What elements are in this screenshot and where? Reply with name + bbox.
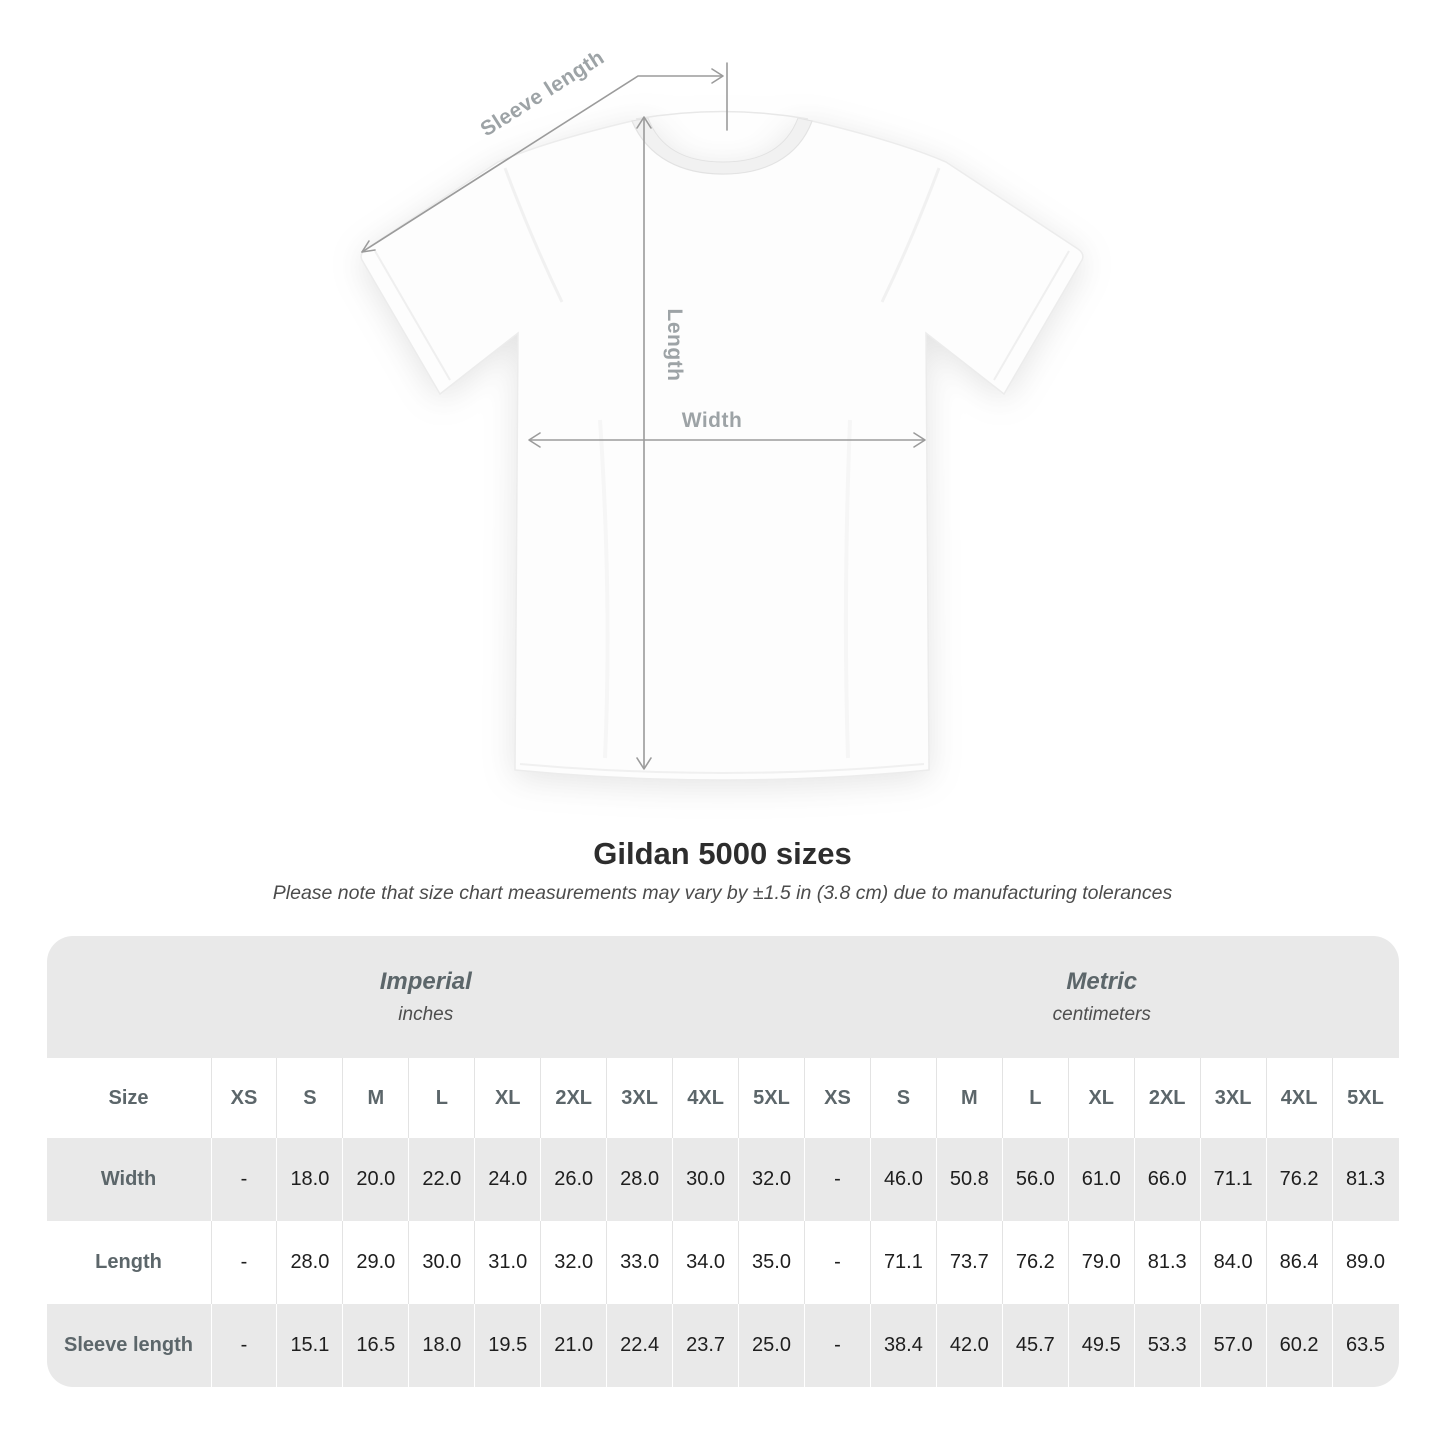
measurement-value: 56.0 — [1003, 1138, 1069, 1221]
size-header-row — [47, 1058, 1399, 1138]
size-col-header: 3XL — [607, 1058, 673, 1138]
measurement-value: 76.2 — [1267, 1138, 1333, 1221]
measurement-value: - — [212, 1304, 278, 1387]
size-col-header: M — [343, 1058, 409, 1138]
size-col-header: 4XL — [1267, 1058, 1333, 1138]
size-col-header: L — [409, 1058, 475, 1138]
measurement-value: - — [212, 1221, 278, 1304]
measurement-value: 45.7 — [1003, 1304, 1069, 1387]
size-table — [47, 936, 1399, 1387]
measurement-value: 32.0 — [541, 1221, 607, 1304]
row-label: Width — [47, 1138, 212, 1221]
page-title: Gildan 5000 sizes — [593, 836, 852, 871]
measurement-value: 35.0 — [739, 1221, 805, 1304]
size-col-header: XS — [212, 1058, 278, 1138]
measurement-value: 18.0 — [409, 1304, 475, 1387]
measurement-value: 16.5 — [343, 1304, 409, 1387]
measurement-value: 30.0 — [673, 1138, 739, 1221]
size-col-header: 2XL — [541, 1058, 607, 1138]
measurement-value: 28.0 — [277, 1221, 343, 1304]
sleeve-length-label: Sleeve length — [476, 45, 609, 142]
measurement-value: 81.3 — [1135, 1221, 1201, 1304]
unit-group-unit: inches — [398, 1004, 454, 1025]
unit-group-metric — [805, 936, 1399, 1058]
measurement-value: 33.0 — [607, 1221, 673, 1304]
unit-group-name: Metric — [1066, 968, 1138, 995]
unit-group-imperial — [47, 936, 806, 1058]
measurement-value: 73.7 — [937, 1221, 1003, 1304]
size-col-header: 3XL — [1201, 1058, 1267, 1138]
measurement-row-width — [47, 1138, 1399, 1221]
measurement-row-length — [47, 1221, 1399, 1304]
measurement-value: - — [805, 1138, 871, 1221]
measurement-value: 21.0 — [541, 1304, 607, 1387]
measurement-value: 22.0 — [409, 1138, 475, 1221]
size-col-header: S — [871, 1058, 937, 1138]
measurement-value: 26.0 — [541, 1138, 607, 1221]
tolerance-note: Please note that size chart measurements may vary by ±1.5 in (3.8 cm) due to manufacturing tolerances — [272, 882, 1173, 904]
measurement-value: 28.0 — [607, 1138, 673, 1221]
measurement-value: 79.0 — [1069, 1221, 1135, 1304]
size-col-header: 2XL — [1135, 1058, 1201, 1138]
measurement-value: 50.8 — [937, 1138, 1003, 1221]
size-col-header: L — [1003, 1058, 1069, 1138]
measurement-value: 24.0 — [475, 1138, 541, 1221]
measurement-value: 20.0 — [343, 1138, 409, 1221]
measurement-value: 71.1 — [1201, 1138, 1267, 1221]
measurement-value: 71.1 — [871, 1221, 937, 1304]
measurement-value: - — [805, 1304, 871, 1387]
length-label: Length — [663, 308, 686, 382]
size-col-header: XS — [805, 1058, 871, 1138]
size-col-header: M — [937, 1058, 1003, 1138]
width-label: Width — [681, 409, 743, 432]
tshirt-graphic — [361, 112, 1083, 781]
measurement-value: 86.4 — [1267, 1221, 1333, 1304]
measurement-value: 63.5 — [1346, 1334, 1385, 1356]
size-col-header: S — [277, 1058, 343, 1138]
measurement-value: 42.0 — [937, 1304, 1003, 1387]
measurement-value: 66.0 — [1135, 1138, 1201, 1221]
measurement-value: 61.0 — [1069, 1138, 1135, 1221]
unit-group-name: Imperial — [379, 968, 472, 995]
measurement-value: 22.4 — [607, 1304, 673, 1387]
measurement-value: 57.0 — [1201, 1304, 1267, 1387]
row-label: Length — [47, 1221, 212, 1304]
measurement-value: 34.0 — [673, 1221, 739, 1304]
measurement-value: 30.0 — [409, 1221, 475, 1304]
measurement-value: 53.3 — [1135, 1304, 1201, 1387]
size-corner-header: Size — [47, 1058, 212, 1138]
measurement-value: 31.0 — [475, 1221, 541, 1304]
size-col-header: XL — [1069, 1058, 1135, 1138]
measurement-value: 32.0 — [739, 1138, 805, 1221]
size-col-header: 5XL — [739, 1058, 805, 1138]
size-col-header: XL — [475, 1058, 541, 1138]
row-label: Sleeve length — [47, 1304, 212, 1387]
size-col-header: 5XL — [1347, 1086, 1384, 1109]
table-rows — [47, 1058, 1399, 1387]
measurement-value: 81.3 — [1346, 1168, 1385, 1190]
unit-group-row — [47, 936, 1399, 1058]
measurement-value: 46.0 — [871, 1138, 937, 1221]
title-block — [0, 835, 1445, 905]
measurement-value: 15.1 — [277, 1304, 343, 1387]
measurement-value: 84.0 — [1201, 1221, 1267, 1304]
measurement-row-sleeve-length — [47, 1304, 1399, 1387]
measurement-value: 29.0 — [343, 1221, 409, 1304]
measurement-value: 76.2 — [1003, 1221, 1069, 1304]
measurement-value: 60.2 — [1267, 1304, 1333, 1387]
measurement-value: 89.0 — [1346, 1251, 1385, 1273]
measurement-value: 49.5 — [1069, 1304, 1135, 1387]
measurement-value: 38.4 — [871, 1304, 937, 1387]
measurement-value: 18.0 — [277, 1138, 343, 1221]
unit-group-unit: centimeters — [1052, 1004, 1151, 1025]
measurement-value: 23.7 — [673, 1304, 739, 1387]
measurement-value: - — [805, 1221, 871, 1304]
measurement-value: 19.5 — [475, 1304, 541, 1387]
measurement-value: - — [212, 1138, 278, 1221]
measurement-value: 25.0 — [739, 1304, 805, 1387]
size-col-header: 4XL — [673, 1058, 739, 1138]
